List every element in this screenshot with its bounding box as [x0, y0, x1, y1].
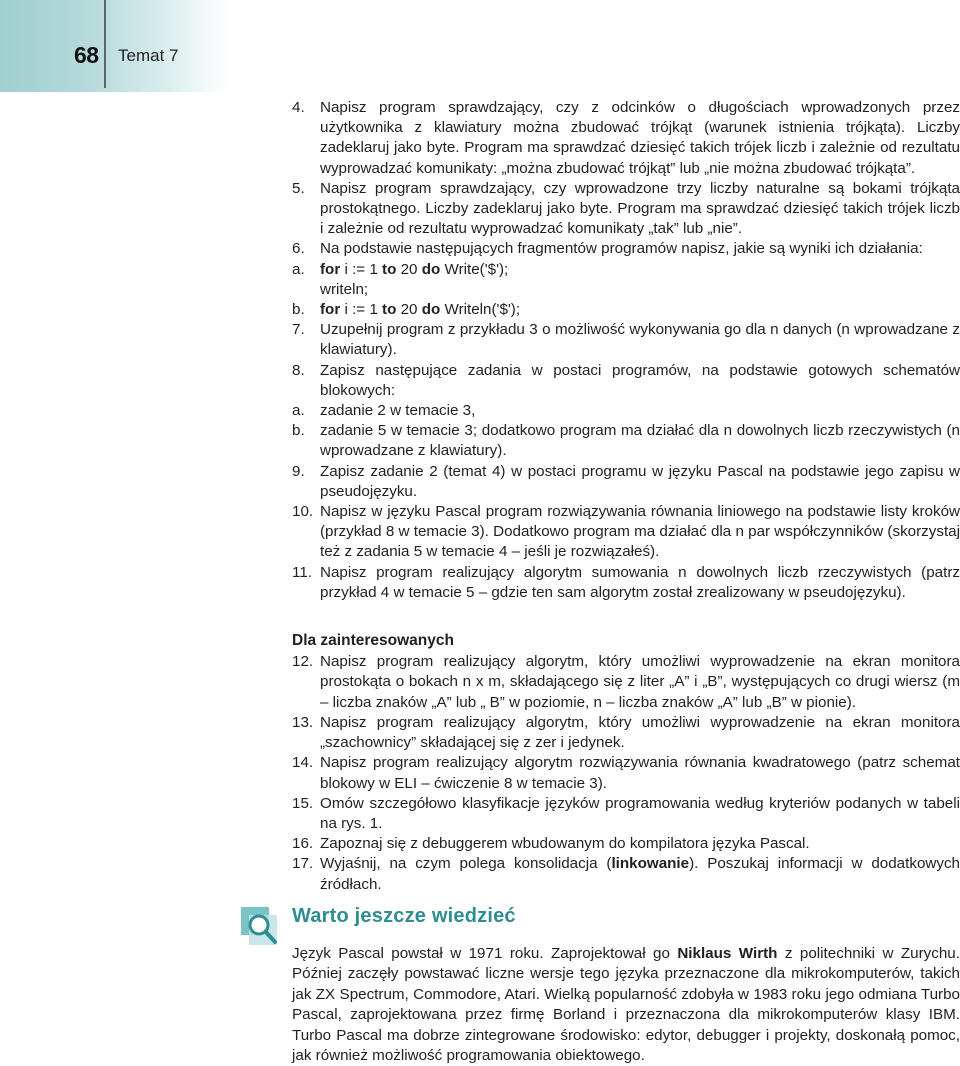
page-number: 68	[74, 42, 99, 68]
text-run: z politechniki w Zurychu. Później zaczęły powstawać liczne wersje tego języka przeznaczone dla mikrokomputerów, takich jak ZX Spectrum, Commodore, Atari. Wielką popularność zdobyła w 1983 roku jego odmiana Turbo Pascal, zaprojektowana przez firmę Borland i przeznaczona dla mikrokomputerów klasy IBM. Turbo Pascal ma dobrze zintegrowane środowisko: edytor, debugger i projekty, doskonałą pomoc, jak również możliwość programowania obiektowego.	[292, 945, 960, 1065]
code-text: i := 1	[340, 260, 383, 278]
keyword-to: to	[382, 301, 397, 319]
sub-label: b.	[292, 301, 305, 319]
exercise-text	[320, 854, 960, 894]
exercise-text: Napisz program realizujący algorytm rozwiązywania równania kwadratowego (patrz schemat blokowy w ELI – ćwiczenie 8 w temacie 3).	[320, 754, 960, 792]
chapter-label: Temat 7	[118, 46, 179, 65]
exercise-text: Uzupełnij program z przykładu 3 o możliwość wykonywania go dla n danych (n wprowadzane z klawiatury).	[320, 321, 960, 359]
header-color-band	[0, 0, 230, 92]
exercise-number: 13.	[292, 713, 314, 731]
text-run: Wyjaśnij, na czym polega konsolidacja (	[320, 855, 612, 873]
code-line: writeln;	[320, 280, 369, 298]
exercise-14	[292, 753, 960, 793]
sub-label: a.	[292, 402, 305, 420]
keyword-do: do	[421, 260, 441, 278]
know-more-title: Warto jeszcze wiedzieć	[292, 905, 516, 927]
exercise-number: 12.	[292, 653, 314, 671]
exercise-number: 6.	[292, 240, 305, 258]
exercise-8-b	[292, 421, 960, 461]
exercise-text: Zapisz następujące zadania w postaci programów, na podstawie gotowych schematów blokowych:	[320, 361, 960, 399]
exercise-number: 5.	[292, 179, 305, 197]
exercise-10	[292, 502, 960, 563]
exercise-text: Napisz program sprawdzający, czy wprowadzone trzy liczby naturalne są bokami trójkąta prostokątnego. Liczby zadeklaruj jako byte. Program ma sprawdzać dziesięć takich trójek liczb i zależnie od rezultatu wyprowadzać komunikaty „tak” lub „nie”.	[320, 179, 960, 238]
exercise-5	[292, 179, 960, 240]
exercise-text: Napisz program realizujący algorytm, który umożliwi wyprowadzenie na ekran monitora „szachownicy” składającej się z zer i jedynek.	[320, 713, 960, 752]
exercise-text: Napisz program realizujący algorytm sumowania n dowolnych liczb rzeczywistych (patrz przykład 4 w temacie 5 – gdzie ten sam algorytm został zrealizowany w pseudojęzyku).	[320, 563, 960, 601]
exercise-text: Omów szczegółowo klasyfikacje języków programowania według kryteriów podanych w tabeli na rys. 1.	[320, 794, 960, 832]
exercise-number: 11.	[292, 563, 312, 581]
exercise-6	[292, 239, 960, 259]
exercise-7	[292, 320, 960, 360]
code-text: 20	[396, 260, 422, 278]
section-title-interested: Dla zainteresowanych	[292, 632, 454, 650]
know-more-paragraph	[292, 944, 960, 1066]
exercise-list	[292, 98, 960, 895]
header-divider	[104, 0, 106, 88]
sub-text: zadanie 2 w temacie 3,	[320, 402, 476, 420]
exercise-12	[292, 652, 960, 713]
code-text: 20	[396, 301, 422, 319]
exercise-16	[292, 834, 960, 854]
exercise-text: Napisz w języku Pascal program rozwiązywania równania liniowego na podstawie listy kroków (przykład 8 w temacie 3). Dodatkowo program ma działać dla n par współczynników (skorzystaj też z zadania 5 w temacie 4 – jeśli je rozwiązałeś).	[320, 503, 960, 561]
code-text: Write('$');	[440, 260, 509, 278]
exercise-text: Napisz program realizujący algorytm, który umożliwi wyprowadzenie na ekran monitora prostokąta o bokach n x m, składającego się z liter „A” i „B”, występujących co drugi wiersz (m – liczba znaków „A” lub „ B” w poziomie, n – liczba znaków „A” lub „B” w pionie).	[320, 653, 960, 711]
code-fragment-a	[292, 260, 960, 280]
sub-text: zadanie 5 w temacie 3; dodatkowo program ma działać dla n dowolnych liczb rzeczywistych (n wprowadzane z klawiatury).	[320, 422, 960, 460]
sub-label: a.	[292, 260, 305, 278]
magnifier-icon	[240, 906, 278, 946]
keyword-do: do	[421, 301, 441, 319]
exercise-text: Napisz program sprawdzający, czy z odcinków o długościach wprowadzonych przez użytkownika z klawiatury można zbudować trójkąt (warunek istnienia trójkąta). Liczby zadeklaruj jako byte. Program ma sprawdzać dziesięć takich trójek liczb i zależnie od rezultatu wyprowadzać komunikaty: „można zbudować trójkąt” lub „nie można zbudować trójkąta”.	[320, 99, 960, 177]
exercise-text: Zapoznaj się z debuggerem wbudowanym do kompilatora języka Pascal.	[320, 835, 810, 853]
keyword-for: for	[320, 260, 341, 278]
bold-name: Niklaus Wirth	[677, 945, 778, 962]
exercise-8-a	[292, 401, 960, 421]
exercise-9	[292, 462, 960, 502]
keyword-for: for	[320, 301, 341, 319]
bold-term: linkowanie	[611, 855, 690, 873]
code-fragment-b	[292, 300, 960, 320]
code-line	[320, 300, 520, 320]
exercise-text: Na podstawie następujących fragmentów programów napisz, jakie są wyniki ich działania:	[320, 240, 923, 258]
code-line	[320, 260, 508, 280]
section-gap	[292, 603, 960, 631]
exercise-number: 9.	[292, 462, 305, 480]
code-text: i := 1	[340, 301, 383, 319]
text-run: ). Poszukaj informacji w dodatkowych źródłach.	[320, 855, 960, 893]
exercise-number: 10.	[292, 503, 314, 521]
exercise-number: 14.	[292, 754, 314, 772]
exercise-number: 4.	[292, 99, 305, 116]
exercise-8	[292, 361, 960, 401]
page-header	[0, 0, 960, 96]
exercise-number: 7.	[292, 321, 305, 339]
sub-label: b.	[292, 422, 305, 440]
exercise-4	[292, 98, 960, 179]
exercise-number: 16.	[292, 835, 314, 853]
exercise-11	[292, 563, 960, 603]
exercise-15	[292, 794, 960, 834]
code-fragment-a-line2	[292, 280, 960, 300]
exercise-17	[292, 854, 960, 894]
exercise-text: Zapisz zadanie 2 (temat 4) w postaci programu w języku Pascal na podstawie jego zapisu w pseudojęzyku.	[320, 462, 960, 500]
text-run: Język Pascal powstał w 1971 roku. Zaprojektował go	[292, 945, 678, 962]
exercise-number: 8.	[292, 361, 305, 379]
exercise-13	[292, 713, 960, 753]
exercise-number: 15.	[292, 794, 314, 812]
keyword-to: to	[382, 260, 397, 278]
exercise-number: 17.	[292, 855, 314, 873]
code-text: Writeln('$');	[440, 301, 521, 319]
